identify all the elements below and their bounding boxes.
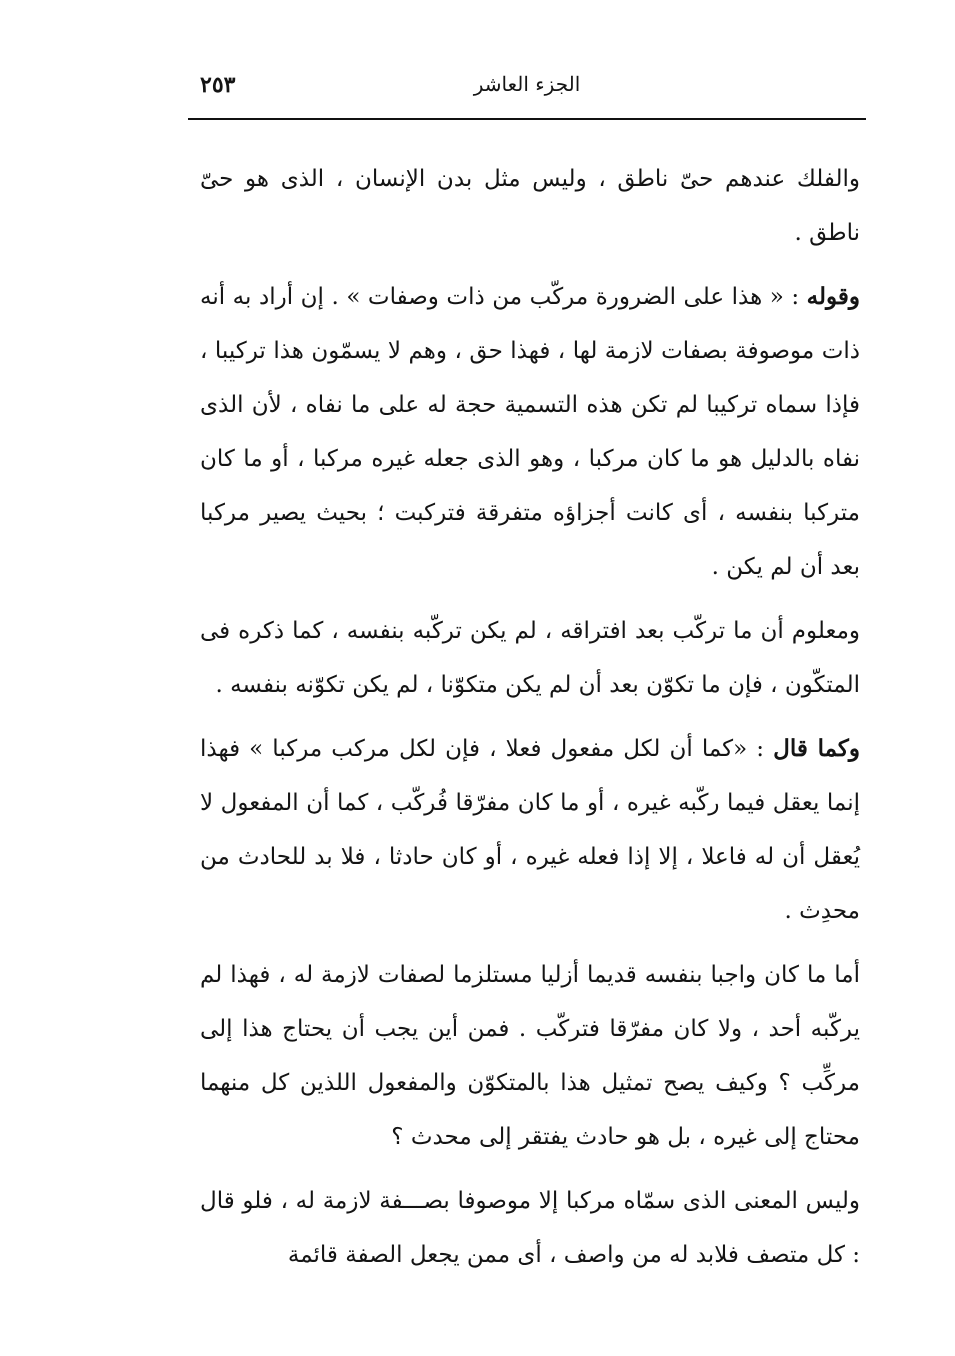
paragraph-1 [200, 152, 860, 260]
paragraph-4-text: : «كما أن لكل مفعول فعلا ، فإن لكل مركب مركبا » فهذا إنما يعقل فيما ركّبه غيره ، أو ما كان مفرّقا فُركّب ، كما أن المفعول لا يُعقل أن له فاعلا ، إلا إذا فعله غيره ، أو كان حادثا ، فلا بد للحادث من محدِث . [200, 736, 860, 924]
paragraph-6-text: وليس المعنى الذى سمّاه مركبا إلا موصوفا بصـــفة لازمة له ، فلو قال : كل متصف فلابد له من واصف ، أى ممن يجعل الصفة قائمة [200, 1188, 860, 1268]
paragraph-2-text: : « هذا على الضرورة مركّب من ذات وصفات » . إن أراد به أنه ذات موصوفة بصفات لازمة لها ، فهذا حق ، وهم لا يسمّون هذا تركيبا ، فإذا سماه تركيبا لم تكن هذه التسمية حجة له على ما نفاه ، لأن الذى نفاه بالدليل هو ما كان مركبا ، وهو الذى جعله غيره مركبا ، أو ما كان متركبا بنفسه ، أى كانت أجزاؤه متفرقة فتركبت ؛ بحيث يصير مركبا بعد أن لم يكن . [200, 284, 860, 580]
paragraph-2 [200, 270, 860, 594]
paragraph-4-lead: وكما قال [773, 735, 860, 762]
paragraph-1-text: والفلك عندهم حىّ ناطق ، وليس مثل بدن الإنسان ، الذى هو حىّ ناطق . [200, 166, 860, 246]
paragraph-5 [200, 948, 860, 1164]
paragraph-2-lead: وقوله [806, 283, 860, 310]
body-text [200, 152, 860, 1292]
running-title: الجزء العاشر [473, 72, 581, 96]
running-head [190, 72, 864, 108]
paragraph-4 [200, 722, 860, 938]
paragraph-5-text: أما ما كان واجبا بنفسه قديما أزليا مستلزما لصفات لازمة له ، فهذا لم يركّبه أحد ، ولا كان مفرّقا فتركّب . فمن أين يجب أن يحتاج هذا إلى مركِّب ؟ وكيف يصح تمثيل هذا بالمتكوّن والمفعول اللذين كل منهما محتاج إلى غيره ، بل هو حادث يفتقر إلى محدث ؟ [200, 962, 860, 1150]
page-number: ٢٥٣ [200, 72, 236, 98]
paragraph-3 [200, 604, 860, 712]
paragraph-3-text: ومعلوم أن ما تركّب بعد افتراقه ، لم يكن تركّبه بنفسه ، كما ذكره فى المتكّون ، فإن ما تكوّن بعد أن لم يكن متكوّنا ، لم يكن تكوّنه بنفسه . [200, 618, 860, 698]
paragraph-6 [200, 1174, 860, 1282]
header-divider [188, 118, 866, 120]
